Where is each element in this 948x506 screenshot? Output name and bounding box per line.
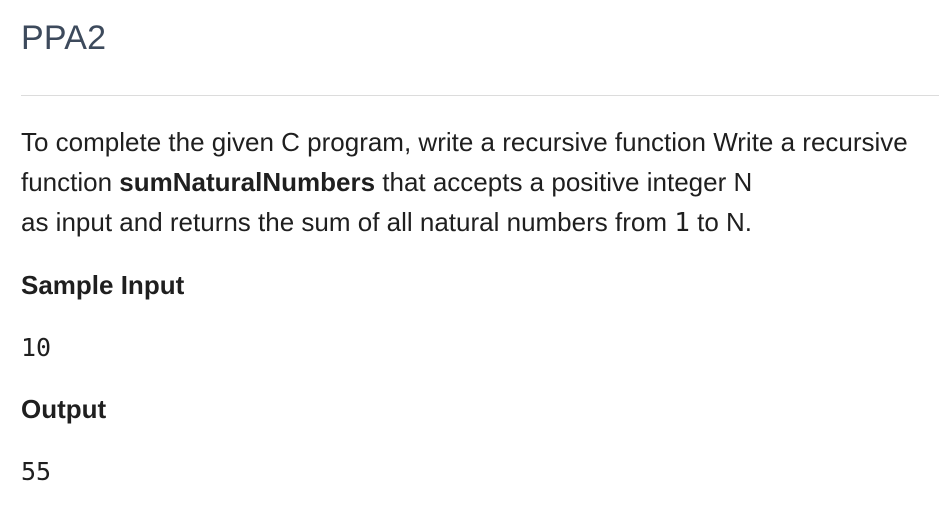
period: . <box>744 207 753 237</box>
end-param-n: N <box>726 207 745 237</box>
sample-input-label: Sample Input <box>21 270 185 300</box>
page-title: PPA2 <box>21 19 107 57</box>
param-n: N <box>733 167 753 197</box>
output-value: 55 <box>21 457 52 486</box>
sample-input-value: 10 <box>21 333 52 362</box>
number-one: 1 <box>674 208 690 238</box>
to-word: to <box>689 207 727 237</box>
title-divider <box>21 95 939 96</box>
output-label: Output <box>21 394 107 424</box>
problem-description <box>21 122 931 243</box>
function-name: sumNaturalNumbers <box>119 167 376 197</box>
description-intro: To complete the given C program, write a recursive function Write a recursive function <box>21 127 908 197</box>
description-tail: as input and returns the sum of all natural numbers from <box>21 207 675 237</box>
description-middle: that accepts a positive integer <box>375 167 734 197</box>
